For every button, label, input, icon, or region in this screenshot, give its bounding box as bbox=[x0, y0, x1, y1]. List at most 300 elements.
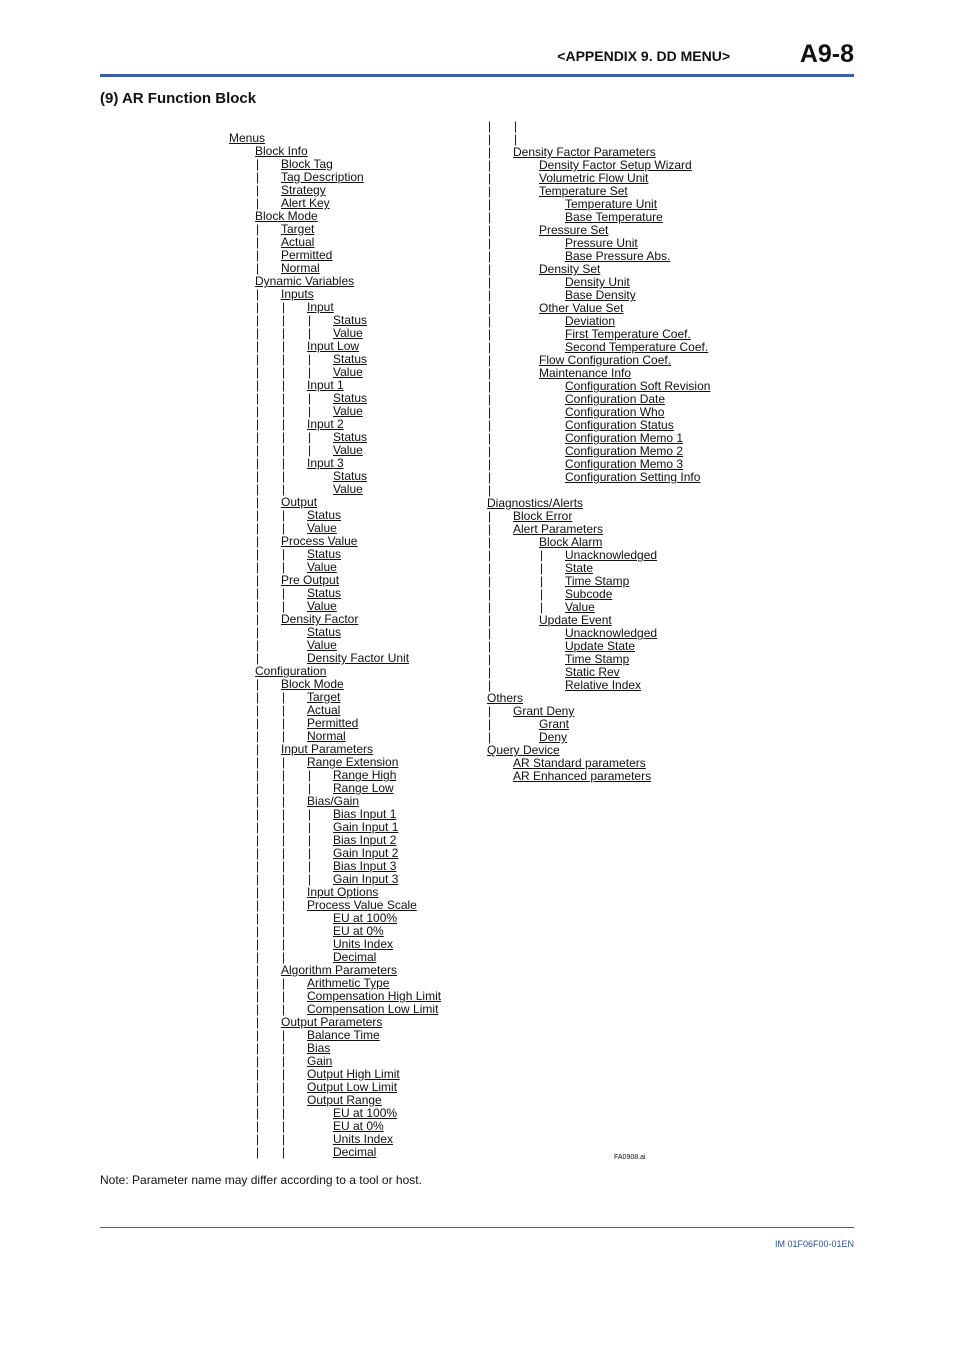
tree-item-label: EU at 100% bbox=[333, 911, 398, 925]
figure-id: FA0908.ai bbox=[614, 1154, 646, 1161]
tree-connector: | bbox=[256, 443, 260, 457]
tree-item-label: Input Low bbox=[307, 339, 360, 353]
tree-connector: | bbox=[282, 807, 286, 821]
tree-item-label: Update State bbox=[565, 639, 636, 653]
tree-item-label: Range High bbox=[333, 768, 397, 782]
tree-connector: | bbox=[282, 1028, 286, 1042]
tree-connector: | bbox=[488, 262, 492, 276]
tree-connector: | bbox=[282, 456, 286, 470]
tree-connector: | bbox=[282, 872, 286, 886]
tree-connector: | bbox=[488, 132, 492, 146]
tree-item-label: Input 3 bbox=[307, 456, 344, 470]
tree-connector: | bbox=[488, 314, 492, 328]
tree-item-label: Maintenance Info bbox=[539, 366, 632, 380]
tree-connector: | bbox=[488, 327, 492, 341]
tree-item-label: Base Pressure Abs. bbox=[565, 249, 671, 263]
tree-connector: | bbox=[256, 716, 260, 730]
tree-connector: | bbox=[282, 898, 286, 912]
tree-item-label: Relative Index bbox=[565, 678, 642, 692]
tree-connector: | bbox=[256, 794, 260, 808]
tree-connector: | bbox=[282, 716, 286, 730]
tree-connector: | bbox=[308, 781, 312, 795]
tree-item-label: Output Parameters bbox=[281, 1015, 383, 1029]
tree-connector: | bbox=[282, 781, 286, 795]
tree-connector: | bbox=[256, 547, 260, 561]
tree-connector: | bbox=[256, 261, 260, 275]
tree-item-label: Value bbox=[307, 638, 337, 652]
tree-item-label: Menus bbox=[229, 131, 266, 145]
tree-connector: | bbox=[282, 443, 286, 457]
tree-item-label: Time Stamp bbox=[565, 574, 630, 588]
tree-connector: | bbox=[282, 989, 286, 1003]
tree-connector: | bbox=[282, 911, 286, 925]
tree-connector: | bbox=[540, 574, 544, 588]
tree-item-label: Status bbox=[307, 586, 342, 600]
tree-item-label: Second Temperature Coef. bbox=[565, 340, 709, 354]
tree-connector: | bbox=[488, 249, 492, 263]
tree-connector: | bbox=[282, 1093, 286, 1107]
tree-connector: | bbox=[282, 1080, 286, 1094]
tree-connector: | bbox=[308, 768, 312, 782]
tree-connector: | bbox=[488, 574, 492, 588]
tree-connector: | bbox=[256, 456, 260, 470]
tree-connector: | bbox=[540, 600, 544, 614]
tree-connector: | bbox=[282, 300, 286, 314]
tree-connector: | bbox=[282, 729, 286, 743]
tree-connector: | bbox=[488, 522, 492, 536]
tree-connector: | bbox=[488, 600, 492, 614]
tree-connector: | bbox=[256, 508, 260, 522]
tree-connector: | bbox=[488, 704, 492, 718]
tree-connector: | bbox=[282, 547, 286, 561]
tree-item-label: Tag Description bbox=[281, 170, 364, 184]
tree-connector: | bbox=[488, 483, 492, 497]
tree-connector: | bbox=[256, 157, 260, 171]
tree-item-label: Units Index bbox=[333, 937, 394, 951]
tree-item-label: Value bbox=[333, 365, 363, 379]
tree-item-label: Base Density bbox=[565, 288, 636, 302]
tree-connector: | bbox=[488, 171, 492, 185]
tree-item-label: Deviation bbox=[565, 314, 616, 328]
tree-item-label: Configuration Who bbox=[565, 405, 665, 419]
tree-item-label: Configuration Memo 2 bbox=[565, 444, 684, 458]
tree-connector: | bbox=[256, 677, 260, 691]
tree-connector: | bbox=[488, 158, 492, 172]
tree-item-label: Status bbox=[333, 313, 368, 327]
tree-connector: | bbox=[256, 1067, 260, 1081]
tree-item-label: Target bbox=[281, 222, 315, 236]
tree-connector: | bbox=[514, 119, 518, 133]
tree-item-label: Status bbox=[307, 547, 342, 561]
tree-connector: | bbox=[282, 846, 286, 860]
header-title: <APPENDIX 9. DD MENU> bbox=[557, 48, 730, 64]
tree-connector: | bbox=[488, 548, 492, 562]
tree-item-label: Density Set bbox=[539, 262, 601, 276]
tree-connector: | bbox=[488, 626, 492, 640]
header-rule bbox=[100, 74, 854, 77]
tree-connector: | bbox=[256, 846, 260, 860]
tree-connector: | bbox=[488, 587, 492, 601]
tree-item-label: Actual bbox=[307, 703, 341, 717]
tree-connector: | bbox=[256, 573, 260, 587]
tree-connector: | bbox=[488, 236, 492, 250]
tree-item-label: Configuration Memo 3 bbox=[565, 457, 684, 471]
tree-connector: | bbox=[256, 963, 260, 977]
tree-connector: | bbox=[488, 717, 492, 731]
tree-connector: | bbox=[488, 210, 492, 224]
tree-connector: | bbox=[488, 119, 492, 133]
tree-item-label: Density Factor Setup Wizard bbox=[539, 158, 692, 172]
tree-connector: | bbox=[256, 1119, 260, 1133]
footer-doc-number: IM 01F06F00-01EN bbox=[774, 1239, 854, 1249]
tree-item-label: Compensation High Limit bbox=[307, 989, 442, 1003]
tree-item-label: Grant Deny bbox=[513, 704, 575, 718]
tree-item-label: Units Index bbox=[333, 1132, 394, 1146]
tree-item-label: Density Factor Unit bbox=[307, 651, 410, 665]
tree-connector: | bbox=[256, 300, 260, 314]
tree-connector: | bbox=[282, 768, 286, 782]
tree-connector: | bbox=[256, 1145, 260, 1159]
tree-item-label: Pressure Unit bbox=[565, 236, 638, 250]
tree-item-label: Process Value bbox=[281, 534, 358, 548]
tree-connector: | bbox=[282, 950, 286, 964]
tree-connector: | bbox=[256, 1015, 260, 1029]
tree-item-label: Temperature Set bbox=[539, 184, 628, 198]
tree-item-label: Permitted bbox=[281, 248, 333, 262]
tree-connector: | bbox=[308, 352, 312, 366]
tree-connector: | bbox=[308, 859, 312, 873]
tree-connector: | bbox=[488, 561, 492, 575]
tree-connector: | bbox=[308, 313, 312, 327]
tree-connector: | bbox=[256, 898, 260, 912]
tree-connector: | bbox=[256, 820, 260, 834]
tree-item-label: Bias Input 2 bbox=[333, 833, 397, 847]
tree-connector: | bbox=[308, 430, 312, 444]
tree-connector: | bbox=[488, 509, 492, 523]
tree-connector: | bbox=[488, 730, 492, 744]
tree-connector: | bbox=[256, 911, 260, 925]
tree-connector: | bbox=[256, 495, 260, 509]
tree-connector: | bbox=[256, 430, 260, 444]
tree-connector: | bbox=[282, 430, 286, 444]
tree-connector: | bbox=[256, 326, 260, 340]
tree-item-label: Status bbox=[333, 391, 368, 405]
tree-item-label: Input bbox=[307, 300, 334, 314]
tree-item-label: Gain bbox=[307, 1054, 333, 1068]
tree-item-label: Bias bbox=[307, 1041, 331, 1055]
footer-rule bbox=[100, 1227, 854, 1228]
tree-item-label: Bias/Gain bbox=[307, 794, 360, 808]
tree-connector: | bbox=[488, 184, 492, 198]
tree-connector: | bbox=[256, 1041, 260, 1055]
tree-connector: | bbox=[488, 444, 492, 458]
tree-connector: | bbox=[256, 885, 260, 899]
tree-connector: | bbox=[256, 352, 260, 366]
page-number: A9-8 bbox=[799, 40, 854, 68]
tree-item-label: Input 1 bbox=[307, 378, 344, 392]
tree-connector: | bbox=[308, 807, 312, 821]
tree-connector: | bbox=[282, 560, 286, 574]
tree-connector: | bbox=[282, 378, 286, 392]
tree-item-label: Output High Limit bbox=[307, 1067, 400, 1081]
tree-connector: | bbox=[488, 613, 492, 627]
tree-item-label: Status bbox=[333, 430, 368, 444]
tree-item-label: Bias Input 3 bbox=[333, 859, 397, 873]
tree-item-label: First Temperature Coef. bbox=[565, 327, 691, 341]
tree-connector: | bbox=[256, 313, 260, 327]
tree-connector: | bbox=[256, 469, 260, 483]
tree-item-label: Bias Input 1 bbox=[333, 807, 397, 821]
tree-connector: | bbox=[308, 391, 312, 405]
tree-item-label: Input 2 bbox=[307, 417, 344, 431]
tree-connector: | bbox=[282, 859, 286, 873]
tree-item-label: AR Enhanced parameters bbox=[513, 769, 652, 783]
tree-connector: | bbox=[282, 1106, 286, 1120]
tree-connector: | bbox=[256, 586, 260, 600]
tree-item-label: Input Parameters bbox=[281, 742, 374, 756]
tree-connector: | bbox=[256, 950, 260, 964]
tree-connector: | bbox=[282, 976, 286, 990]
tree-connector: | bbox=[256, 339, 260, 353]
tree-item-label: Unacknowledged bbox=[565, 548, 658, 562]
tree-connector: | bbox=[256, 1132, 260, 1146]
tree-connector: | bbox=[488, 353, 492, 367]
tree-connector: | bbox=[282, 1002, 286, 1016]
tree-item-label: Time Stamp bbox=[565, 652, 630, 666]
tree-item-label: Output Low Limit bbox=[307, 1080, 398, 1094]
tree-connector: | bbox=[256, 638, 260, 652]
tree-connector: | bbox=[488, 392, 492, 406]
tree-item-label: Target bbox=[307, 690, 341, 704]
tree-connector: | bbox=[256, 196, 260, 210]
tree-item-label: Gain Input 3 bbox=[333, 872, 399, 886]
tree-connector: | bbox=[256, 976, 260, 990]
tree-item-label: Block Tag bbox=[281, 157, 333, 171]
tree-connector: | bbox=[256, 1028, 260, 1042]
tree-connector: | bbox=[256, 989, 260, 1003]
tree-connector: | bbox=[256, 222, 260, 236]
tree-connector: | bbox=[488, 340, 492, 354]
tree-item-label: EU at 100% bbox=[333, 1106, 398, 1120]
tree-connector: | bbox=[256, 1080, 260, 1094]
tree-item-label: Actual bbox=[281, 235, 315, 249]
tree-connector: | bbox=[488, 535, 492, 549]
tree-item-label: Density Factor Parameters bbox=[513, 145, 656, 159]
tree-connector: | bbox=[488, 275, 492, 289]
tree-connector: | bbox=[256, 924, 260, 938]
tree-connector: | bbox=[256, 287, 260, 301]
tree-item-label: Volumetric Flow Unit bbox=[539, 171, 649, 185]
tree-item-label: AR Standard parameters bbox=[513, 756, 646, 770]
tree-connector: | bbox=[256, 599, 260, 613]
tree-connector: | bbox=[488, 431, 492, 445]
tree-connector: | bbox=[256, 404, 260, 418]
tree-item-label: Subcode bbox=[565, 587, 613, 601]
tree-connector: | bbox=[282, 833, 286, 847]
tree-item-label: Alert Parameters bbox=[513, 522, 604, 536]
tree-item-label: Temperature Unit bbox=[565, 197, 658, 211]
tree-connector: | bbox=[256, 859, 260, 873]
section-title: (9) AR Function Block bbox=[100, 90, 257, 107]
tree-item-label: Permitted bbox=[307, 716, 359, 730]
tree-connector: | bbox=[308, 326, 312, 340]
tree-item-label: Decimal bbox=[333, 950, 377, 964]
tree-connector: | bbox=[488, 418, 492, 432]
tree-item-label: EU at 0% bbox=[333, 924, 384, 938]
tree-item-label: Configuration Memo 1 bbox=[565, 431, 684, 445]
tree-item-label: Block Alarm bbox=[539, 535, 603, 549]
tree-item-label: Alert Key bbox=[281, 196, 330, 210]
tree-connector: | bbox=[488, 665, 492, 679]
tree-connector: | bbox=[308, 833, 312, 847]
tree-item-label: Configuration Setting Info bbox=[565, 470, 701, 484]
tree-item-label: Status bbox=[307, 508, 342, 522]
tree-connector: | bbox=[514, 132, 518, 146]
tree-connector: | bbox=[256, 235, 260, 249]
tree-connector: | bbox=[488, 457, 492, 471]
tree-item-label: Pressure Set bbox=[539, 223, 609, 237]
tree-connector: | bbox=[308, 443, 312, 457]
tree-connector: | bbox=[540, 561, 544, 575]
tree-connector: | bbox=[488, 197, 492, 211]
tree-item-label: Value bbox=[333, 482, 363, 496]
note-text: Note: Parameter name may differ according to a tool or host. bbox=[100, 1173, 422, 1187]
tree-connector: | bbox=[488, 678, 492, 692]
tree-connector: | bbox=[540, 587, 544, 601]
tree-connector: | bbox=[256, 391, 260, 405]
tree-item-label: Status bbox=[333, 469, 368, 483]
tree-item-label: Value bbox=[333, 404, 363, 418]
tree-item-label: Balance Time bbox=[307, 1028, 380, 1042]
tree-item-label: Deny bbox=[539, 730, 568, 744]
tree-connector: | bbox=[488, 301, 492, 315]
tree-connector: | bbox=[282, 703, 286, 717]
tree-item-label: Density Unit bbox=[565, 275, 630, 289]
tree-item-label: Dynamic Variables bbox=[255, 274, 355, 288]
tree-item-label: Other Value Set bbox=[539, 301, 624, 315]
tree-connector: | bbox=[256, 651, 260, 665]
tree-connector: | bbox=[256, 183, 260, 197]
tree-connector: | bbox=[282, 365, 286, 379]
tree-connector: | bbox=[256, 781, 260, 795]
tree-item-label: Update Event bbox=[539, 613, 612, 627]
tree-item-label: Algorithm Parameters bbox=[281, 963, 398, 977]
tree-connector: | bbox=[256, 612, 260, 626]
tree-connector: | bbox=[282, 352, 286, 366]
tree-item-label: Base Temperature bbox=[565, 210, 663, 224]
tree-connector: | bbox=[256, 690, 260, 704]
tree-item-label: Others bbox=[487, 691, 524, 705]
tree-item-label: Static Rev bbox=[565, 665, 620, 679]
tree-connector: | bbox=[488, 470, 492, 484]
tree-connector: | bbox=[282, 820, 286, 834]
tree-item-label: Value bbox=[307, 560, 337, 574]
tree-connector: | bbox=[256, 170, 260, 184]
tree-item-label: Normal bbox=[281, 261, 320, 275]
tree-connector: | bbox=[256, 703, 260, 717]
tree-item-label: Block Mode bbox=[255, 209, 318, 223]
tree-item-label: Decimal bbox=[333, 1145, 377, 1159]
tree-connector: | bbox=[256, 560, 260, 574]
tree-connector: | bbox=[282, 404, 286, 418]
tree-connector: | bbox=[282, 313, 286, 327]
tree-connector: | bbox=[256, 1054, 260, 1068]
tree-connector: | bbox=[256, 833, 260, 847]
tree-item-label: State bbox=[565, 561, 594, 575]
tree-item-label: Process Value Scale bbox=[307, 898, 417, 912]
tree-connector: | bbox=[282, 482, 286, 496]
tree-item-label: Unacknowledged bbox=[565, 626, 658, 640]
tree-item-label: Grant bbox=[539, 717, 570, 731]
tree-item-label: Value bbox=[565, 600, 595, 614]
tree-connector: | bbox=[256, 1106, 260, 1120]
tree-connector: | bbox=[308, 404, 312, 418]
tree-connector: | bbox=[488, 366, 492, 380]
tree-connector: | bbox=[282, 1132, 286, 1146]
tree-item-label: Input Options bbox=[307, 885, 379, 899]
tree-item-label: Normal bbox=[307, 729, 346, 743]
tree-connector: | bbox=[282, 599, 286, 613]
tree-item-label: Configuration Status bbox=[565, 418, 674, 432]
tree-connector: | bbox=[256, 521, 260, 535]
tree-item-label: Density Factor bbox=[281, 612, 359, 626]
tree-item-label: Configuration bbox=[255, 664, 327, 678]
tree-connector: | bbox=[488, 223, 492, 237]
tree-item-label: Inputs bbox=[281, 287, 314, 301]
tree-connector: | bbox=[256, 729, 260, 743]
tree-connector: | bbox=[488, 288, 492, 302]
tree-connector: | bbox=[256, 248, 260, 262]
tree-item-label: Value bbox=[307, 521, 337, 535]
tree-connector: | bbox=[308, 820, 312, 834]
tree-connector: | bbox=[256, 755, 260, 769]
tree-connector: | bbox=[282, 391, 286, 405]
tree-connector: | bbox=[282, 1041, 286, 1055]
tree-item-label: Query Device bbox=[487, 743, 560, 757]
tree-item-label: Strategy bbox=[281, 183, 326, 197]
tree-connector: | bbox=[282, 326, 286, 340]
tree-connector: | bbox=[488, 379, 492, 393]
tree-item-label: Gain Input 2 bbox=[333, 846, 399, 860]
tree-item-label: Block Info bbox=[255, 144, 308, 158]
tree-connector: | bbox=[256, 872, 260, 886]
tree-connector: | bbox=[256, 534, 260, 548]
tree-connector: | bbox=[488, 405, 492, 419]
tree-connector: | bbox=[256, 937, 260, 951]
tree-connector: | bbox=[256, 742, 260, 756]
tree-connector: | bbox=[256, 1093, 260, 1107]
tree-item-label: Value bbox=[333, 443, 363, 457]
tree-item-label: Block Error bbox=[513, 509, 573, 523]
tree-item-label: Pre Output bbox=[281, 573, 340, 587]
tree-item-label: Diagnostics/Alerts bbox=[487, 496, 584, 510]
tree-connector: | bbox=[488, 652, 492, 666]
tree-connector: | bbox=[282, 885, 286, 899]
tree-connector: | bbox=[282, 937, 286, 951]
tree-connector: | bbox=[282, 1145, 286, 1159]
tree-connector: | bbox=[488, 639, 492, 653]
tree-connector: | bbox=[282, 586, 286, 600]
tree-item-label: Flow Configuration Coef. bbox=[539, 353, 672, 367]
tree-connector: | bbox=[256, 807, 260, 821]
tree-item-label: Value bbox=[333, 326, 363, 340]
tree-item-label: Status bbox=[333, 352, 368, 366]
tree-connector: | bbox=[282, 794, 286, 808]
tree-item-label: Gain Input 1 bbox=[333, 820, 399, 834]
tree-item-label: Value bbox=[307, 599, 337, 613]
tree-connector: | bbox=[282, 1119, 286, 1133]
tree-item-label: Range Low bbox=[333, 781, 394, 795]
